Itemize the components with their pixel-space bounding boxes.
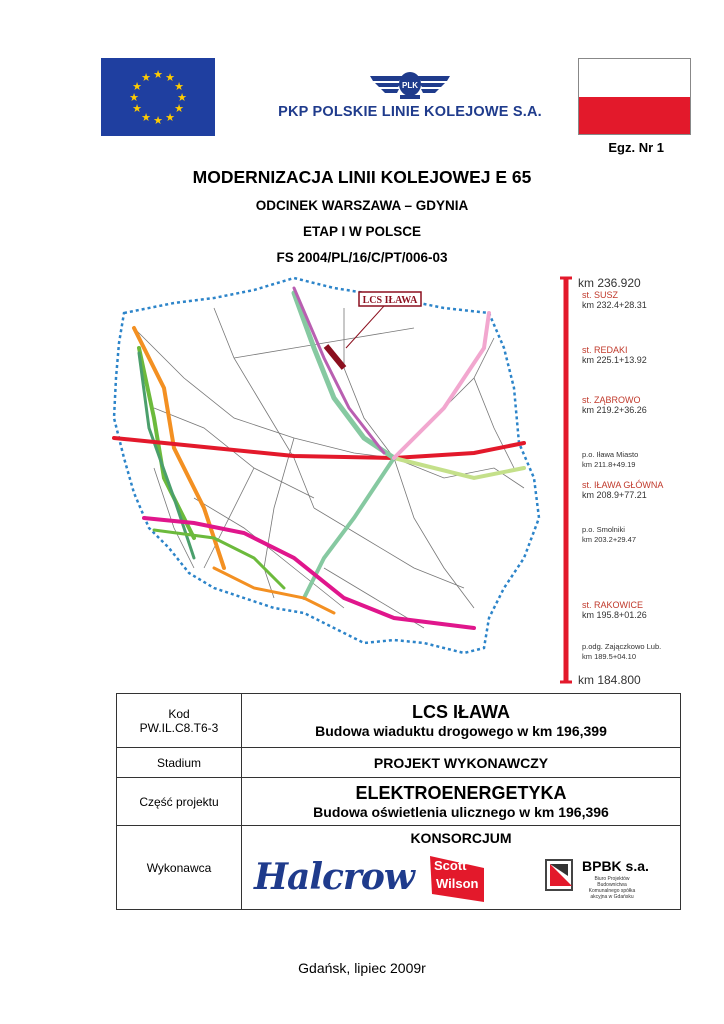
station-km: km 225.1+13.92: [582, 355, 647, 365]
station-km: km 219.2+36.26: [582, 405, 647, 415]
station-name: st. SUSZ: [582, 290, 619, 300]
code-value: PW.IL.C8.T6-3: [139, 720, 219, 735]
project-code: FS 2004/PL/16/C/PT/006-03: [276, 250, 448, 265]
svg-text:★: ★: [153, 114, 163, 127]
map-callout: LCS IŁAWA: [362, 295, 418, 306]
plk-logo: [275, 68, 545, 128]
part-cell: [242, 778, 681, 826]
plk-logo-text: PLK: [402, 81, 418, 90]
station-km: km 208.9+77.21: [582, 490, 647, 500]
station-label: [582, 395, 647, 415]
consortium-label: KONSORCJUM: [410, 830, 512, 846]
svg-text:★: ★: [174, 102, 184, 115]
station-label: [582, 525, 636, 545]
station-name: st. RAKOWICE: [582, 600, 644, 610]
bpbk-logo: [542, 854, 672, 910]
place-date: Gdańsk, lipiec 2009r: [298, 960, 426, 976]
svg-text:★: ★: [165, 111, 175, 124]
svg-text:★: ★: [129, 91, 139, 104]
svg-text:★: ★: [141, 71, 151, 84]
scott-text: Scott: [434, 858, 467, 873]
svg-text:★: ★: [177, 91, 187, 104]
lcs-cell: [242, 694, 681, 748]
part-value: ELEKTROENERGETYKA: [355, 783, 567, 803]
station-label: [582, 450, 638, 470]
bpbk-name: BPBK s.a.: [582, 858, 649, 874]
eu-stars-icon: [101, 58, 215, 136]
bpbk-emblem-icon: [542, 856, 578, 892]
svg-text:★: ★: [132, 80, 142, 93]
copy-number: Egz. Nr 1: [608, 140, 664, 155]
railway-map: [94, 268, 544, 688]
station-label: [582, 290, 647, 310]
km-start: km 236.920: [578, 276, 641, 290]
contractor-label: Wykonawca: [117, 826, 242, 910]
poland-flag: [578, 58, 691, 135]
wilson-text: Wilson: [436, 876, 479, 891]
document-title: MODERNIZACJA LINII KOLEJOWEJ E 65: [192, 167, 532, 187]
station-km: km 203.2+29.47: [582, 535, 636, 544]
stadium-value: PROJEKT WYKONAWCZY: [242, 748, 681, 778]
station-name: p.odg. Zajączkowo Lub.: [582, 642, 662, 651]
halcrow-logo: Halcrow: [254, 856, 414, 898]
svg-text:★: ★: [153, 68, 163, 81]
svg-text:★: ★: [132, 102, 142, 115]
contractor-cell: [242, 826, 681, 910]
code-label: Kod: [168, 706, 190, 721]
code-cell: [117, 694, 242, 748]
station-label: [582, 345, 647, 365]
lcs-description: Budowa wiaduktu drogowego w km 196,399: [315, 723, 607, 739]
lcs-title: LCS IŁAWA: [412, 702, 510, 722]
station-km: km 195.8+01.26: [582, 610, 647, 620]
station-name: st. ZĄBROWO: [582, 395, 641, 405]
station-name: p.o. Iława Miasto: [582, 450, 639, 459]
scott-wilson-logo: [430, 852, 486, 904]
svg-text:★: ★: [141, 111, 151, 124]
part-label: Część projektu: [117, 778, 242, 826]
eu-flag: [101, 58, 215, 136]
stage-title: ETAP I W POLSCE: [302, 224, 421, 239]
station-km: km 189.5+04.10: [582, 652, 636, 661]
part-description: Budowa oświetlenia ulicznego w km 196,396: [313, 804, 609, 820]
station-label: [582, 600, 647, 620]
station-km: km 211.8+49.19: [582, 460, 636, 469]
company-name: PKP POLSKIE LINIE KOLEJOWE S.A.: [278, 104, 542, 120]
section-title: ODCINEK WARSZAWA – GDYNIA: [255, 198, 469, 213]
station-name: p.o. Smolniki: [582, 525, 625, 534]
km-panel: [548, 270, 708, 690]
svg-text:★: ★: [165, 71, 175, 84]
station-name: st. IŁAWA GŁÓWNA: [582, 480, 664, 490]
station-label: [582, 480, 663, 500]
station-name: st. REDAKI: [582, 345, 628, 355]
km-end: km 184.800: [578, 673, 641, 687]
svg-text:★: ★: [174, 80, 184, 93]
station-km: km 232.4+28.31: [582, 300, 647, 310]
station-label: [582, 642, 661, 662]
bpbk-subtitle: Biuro Projektów Budownictwa Komunalnego spółka akcyjna w Gdańsku: [588, 876, 636, 900]
plk-wings-icon: [275, 68, 545, 104]
stadium-label: Stadium: [117, 748, 242, 778]
project-info-table: [116, 693, 681, 910]
